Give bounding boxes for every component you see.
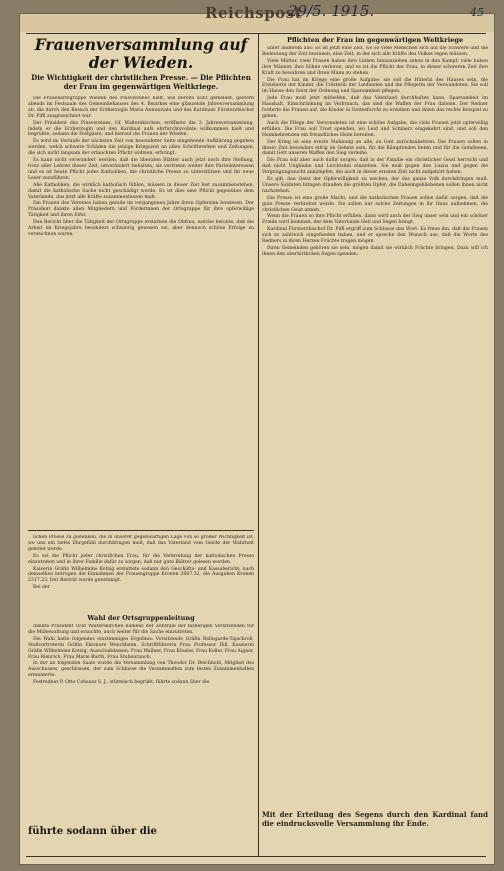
paragraph: Es wird im Verlaufe der nächsten Zeit von besonderer Seite eingehende Aufklärung gegeben werden, welch schwere Schäden die jetzige Kriegszeit an allen Schriftwerken und Zeitungen, die sich nicht langsam der erlauchten Pflicht widmen, erbringt.	[28, 139, 254, 157]
paragraph: Die Frauenortsgruppe Wieden des Piusvereines hielt, wie bereits kurz gemeldet, gestern abends im Festsaale des Gemeindehauses des 4. Bezirkes eine glänzende Jahresversammlung ab, die durch den Besuch der Erzherzogin Maria Annunziata und des Kardinals Fürsterzbischof Dr. Piffl ausgezeichnet war.	[28, 96, 254, 119]
paragraph: dankte Präsident Graf Walterskirchen namens der Zentrale der bisherigen Vorsitzenden für die Mühewaltung und ersuchte, auch weiter für die Sache einzutreten.	[28, 624, 254, 635]
paragraph: Die Frau hat im Kriege eine große Aufgabe: sie soll die Hüterin des Hauses sein, die Erzieherin der Kinder, die Trösterin der Leidenden und die Pflegerin der Verwundeten. Sie soll im Hause den Geist der Ordnung und Sparsamkeit pflegen.	[262, 77, 488, 95]
paragraph: Bei der	[33, 585, 50, 591]
handwritten-date: 29/5. 1915.	[288, 2, 375, 20]
column-1-lower	[28, 624, 254, 824]
paragraph: unter anderem aus: Es ist jetzt eine Zeit, wo so viele Menschen sich auf die Schwere und die Bedeutung der Zeit besinnen, eine Zeit, in der sich alle Kräfte des Volkes regen müssen.	[262, 46, 488, 57]
paragraph: In der an folgenden Saale wurde die Versammlung von Theodor Dr. Beichhold, Mitglied des Ausschusses, geschlossen, der zum Schlusse die Versammelten zum festen Zusammenhalten ermunterte.	[28, 661, 254, 679]
article-subtitle: Die Wichtigkeit der christlichen Presse. — Die Pflichten der Frau im gegenwärtigen Weltkriege.	[31, 73, 251, 91]
paragraph: Es kann nicht verwundert werden, daß die liberalen Blätter auch jetzt noch ihre Stellung, trotz aller Lehren dieser Zeit, unverändert behalten; sie vertreten weiter ihre Parteiinteressen und es ist heute Pflicht jedes Katholiken, die christliche Presse zu unterstützen und ihr neue Leser zuzuführen.	[28, 158, 254, 181]
paragraph: Viele Mütter, viele Frauen haben ihre Lieben hinausziehen sehen in den Kampf; viele haben ihre Männer, ihre Söhne verloren, und es ist die Pflicht der Frau, in dieser schweren Zeit ihre Kraft zu bewahren und ihren Mann zu stehen.	[262, 58, 488, 76]
page-number: 45	[470, 6, 484, 19]
paragraph: Wenn die Frauen so ihre Pflicht erfüllen, dann wird auch der Sieg unser sein und ein schöner Friede wird kommen, der dem Vaterlande Heil und Segen bringt.	[262, 214, 488, 226]
paragraph: Es gilt, den Geist der Opferwilligkeit zu wecken, der das ganze Volk durchdringen muß. Unsere Soldaten bringen draußen die größten Opfer; die Daheimgebliebenen sollen ihnen nicht nachstehen.	[262, 177, 488, 194]
column-1-upper	[28, 96, 254, 526]
top-rule	[26, 33, 486, 34]
column-2-closing: Mit der Erteilung des Segens durch den Kardinal fand die eindrucksvolle Versammlung ihr Ende.	[262, 810, 488, 828]
column-2-heading: Pflichten der Frau im gegenwärtigen Weltkriege	[286, 36, 464, 44]
column-2-text	[262, 46, 488, 806]
newspaper-name: Reichspost	[205, 4, 303, 22]
paragraph: Die Frauen des Vereines haben gerade im vergangenen Jahre ihren Opfersinn bewiesen. Der Präsident dankte allen Mitgliedern und Förderinnen der Ortsgruppe für ihre opferwillige Tätigkeit und ihren Eifer.	[28, 201, 254, 219]
paragraph: Festredner P. Otto Cohausz S. J., stürmisch begrüßt, führte sodann über die	[33, 680, 210, 686]
paragraph: Jede Frau muß jetzt mithelfen, daß das Vaterland durchhalten kann. Sparsamkeit im Haushalt, Einschränkung im Verbrauch, das sind die Waffen der Frau daheim. Der Redner forderte die Frauen auf, die Kinder in Gottesfurcht zu erziehen und ihnen das rechte Beispiel zu geben.	[262, 96, 488, 119]
paragraph: Den Bericht über die Tätigkeit der Ortsgruppe erstattete die Obfrau, welche betonte, daß die Arbeit im Kriegsjahre besonders schwierig gewesen sei, aber dennoch schöne Erfolge zu verzeichnen waren.	[28, 220, 254, 237]
paragraph: Der Krieg ist eine ernste Mahnung an alle, zu Gott zurückzukehren. Die Frauen sollen in dieser Zeit besonders eifrig im Gebete sein, für die Kämpfenden beten und für die Gefallenen, damit Gott unseren Waffen den Sieg verleihe.	[262, 139, 488, 157]
paragraph: Der Präsident des Piusvereines, Gf. Walterskirchen, eröffnete die 3. Jahresversammlung, indem er die Erzherzogin und den Kardinal aufs ehrfurchtsvollste willkommen hieß und begrüßte, sodann die Festgäste, und hierauf die Frauen der Wieden.	[28, 120, 254, 138]
paragraph: Alle Katholiken, die wirklich katholisch fühlen, müssen in dieser Zeit fest zusammenstehen, damit die katholische Sache nicht geschädigt werde. Es ist dies eine Pflicht gegenüber dem Vaterlande, das jetzt alle Kräfte zusammenfassen muß.	[28, 182, 254, 200]
paragraph: Kardinal Fürsterzbischof Dr. Piffl ergriff zum Schlusse das Wort: Es freue ihn, daß die Frauen sich so zahlreich eingefunden haben, und er spreche den Wunsch aus, daß die Worte des Redners in ihren Herzen Früchte tragen mögen.	[262, 227, 488, 245]
bottom-rule	[26, 856, 486, 857]
paragraph: lichen Presse zu gedenken, die in unserer gegenwärtigen Lage von so großer Wichtigkeit ist, wo uns ein tiefes Ehrgefühl durchdringen muß, daß das Vaterland vom Geiste der Wahrheit geleitet werde.	[28, 535, 254, 552]
paragraph: Die Presse ist eine große Macht, und die katholischen Frauen sollen dafür sorgen, daß die gute Presse verbreitet werde. Sie sollen nur solche Zeitungen in ihr Haus aufnehmen, die christlichen Geist atmen.	[262, 195, 488, 213]
article-title: Frauenversammlung auf der Wieden.	[34, 35, 248, 72]
paragraph: Kaiserin Gräfin Wilhelmine Kotzig erstattete sodann den Geschäfts- und Kassabericht; nach demselben betrugen die Einnahmen der Frauengruppe Kronen 2687.32, die Ausgaben Kronen 2317.23. Der Bericht wurde genehmigt.	[28, 566, 254, 584]
section-rule	[28, 530, 254, 531]
election-heading: Wahl der Ortsgruppenleitung	[87, 614, 195, 622]
paragraph: Auch die Pflege der Verwundeten ist eine schöne Aufgabe, die viele Frauen jetzt opferwillig erfüllen. Die Frau soll Trost spenden, wo Leid und Schmerz eingekehrt sind, und soll den Heimkehrenden ein freundliches Heim bereiten.	[262, 120, 488, 138]
paragraph: Ihren Gemeinden gehören sie sein, mögen damit sie wirklich Früchte bringen. Dazu will ich ihnen den oberhirtlichen Segen spenden.	[262, 246, 488, 257]
column-1-closing-line: führte sodann über die	[28, 826, 157, 837]
paragraph: Die Frau soll aber auch dafür sorgen, daß in der Familie ein christlicher Geist herrscht und daß nicht Unglaube und Leichtsinn einziehen. Sie muß gegen den Luxus und gegen die Vergnügungssucht ankämpfen, die auch in dieser ernsten Zeit nicht aufgehört haben.	[262, 158, 488, 176]
column-1-middle	[28, 535, 254, 610]
paragraph: Die Wahl hatte folgendes einstimmiges Ergebnis: Vorsitzende Gräfin Bellegarde-Tajachroll, Stellvertreterin Gräfin Eleonore Wenckheim, Schriftführerin Frau Professor Dill, Kassierin Gräfin Wilhelmine Kotzig; Ausschußdamen: Frau Wallner, Frau Kössler, Frau Koller, Frau Aigner, Frau Rienrich, Frau Marie Barth, Frau Stubenrauch.	[28, 636, 254, 660]
column-divider	[258, 34, 259, 856]
paragraph: Es sei die Pflicht jeder christlichen Frau, für die Verbreitung der katholischen Presse einzutreten und in ihrer Familie dafür zu sorgen, daß nur gute Blätter gelesen werden.	[28, 553, 254, 565]
